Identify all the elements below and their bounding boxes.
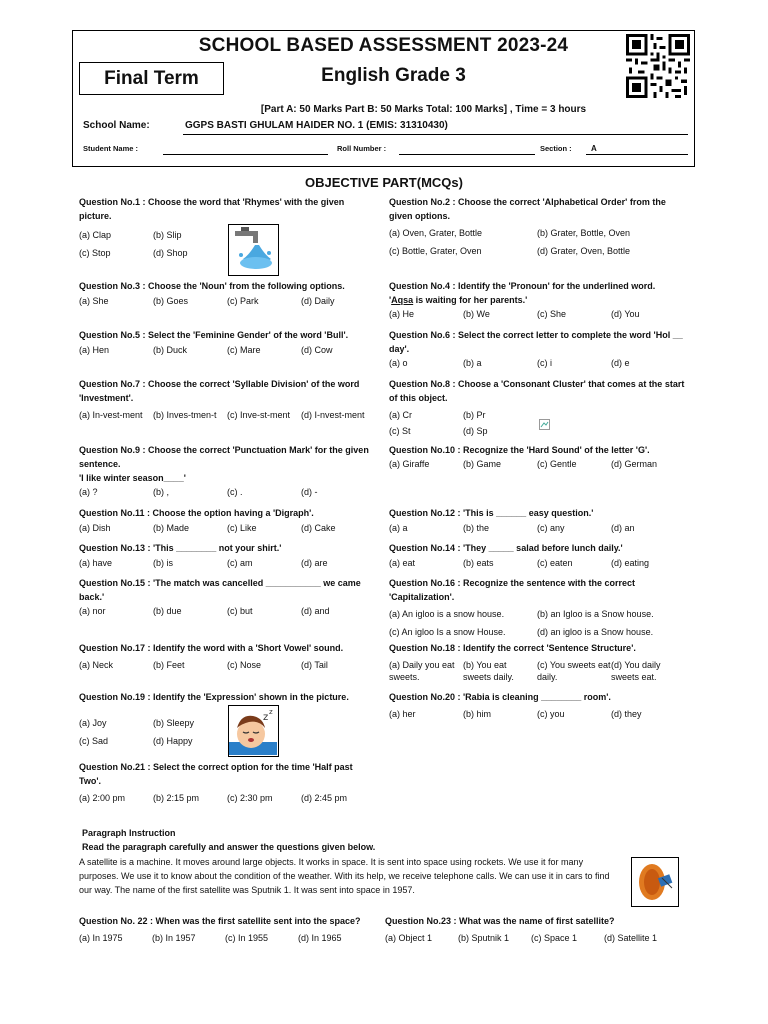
option-a[interactable]: (a) her (389, 709, 416, 719)
option-a[interactable]: (a) Clap (79, 230, 112, 240)
question-text: Question No.4 : Identify the 'Pronoun' for the underlined word. (389, 281, 656, 291)
question-2 (389, 195, 689, 257)
option-b[interactable]: (b) Game (463, 459, 502, 469)
options (79, 409, 369, 421)
section-value: A (591, 144, 597, 153)
options (79, 229, 369, 259)
question-15 (79, 576, 369, 617)
option-c[interactable]: (c) Stop (79, 248, 111, 258)
options (389, 308, 689, 320)
option-c[interactable]: (c) Space 1 (531, 933, 578, 943)
option-b[interactable]: (b) Grater, Bottle, Oven (537, 228, 631, 238)
question-text: Question No.11 : Choose the option having a 'Digraph'. (79, 508, 314, 518)
option-a[interactable]: (a) o (389, 358, 408, 368)
option-b[interactable]: (b) due (153, 606, 182, 616)
question-text: Question No.6 : Select the correct letter to complete the word 'Hol __ day'. (389, 330, 683, 354)
option-d[interactable]: (d) 2:45 pm (301, 793, 348, 803)
question-16 (389, 576, 689, 638)
question-7 (79, 377, 369, 421)
question-12 (389, 506, 689, 534)
question-text: Question No.23 : What was the name of first satellite? (385, 916, 615, 926)
question-text: Question No.15 : 'The match was cancelled ___________ we came back.' (79, 578, 361, 602)
option-d[interactable]: (d) German (611, 459, 658, 469)
svg-text:z: z (269, 708, 273, 716)
option-a[interactable]: (a) 2:00 pm (79, 793, 126, 803)
roll-number-field[interactable] (399, 154, 535, 155)
option-b[interactable]: (b) You eat sweets daily. (463, 660, 514, 682)
options (79, 295, 369, 307)
option-c[interactable]: (c) Park (227, 296, 259, 306)
question-23 (385, 914, 685, 944)
options (389, 608, 689, 638)
question-text: Question No.10 : Recognize the 'Hard Sound' of the letter 'G'. (389, 445, 650, 455)
option-d[interactable]: (d) In 1965 (298, 933, 342, 943)
question-text: Question No.12 : 'This is ______ easy question.' (389, 508, 594, 518)
options (79, 932, 379, 944)
option-c[interactable]: (c) Gentle (537, 459, 577, 469)
options (79, 605, 369, 617)
sleepy-face-picture (228, 705, 279, 757)
options (389, 522, 689, 534)
option-d[interactable]: (d) - (301, 487, 318, 497)
option-a[interactable]: (a) Neck (79, 660, 114, 670)
student-name-field[interactable] (163, 154, 328, 155)
options (79, 557, 369, 569)
option-c[interactable]: (c) In 1955 (225, 933, 269, 943)
options (389, 557, 689, 569)
option-d[interactable]: (d) Tail (301, 660, 328, 670)
question-20 (389, 690, 689, 720)
question-13 (79, 541, 369, 569)
option-c[interactable]: (c) Nose (227, 660, 262, 670)
option-d[interactable]: (d) e (611, 358, 630, 368)
question-text: Question No.9 : Choose the correct 'Punctuation Mark' for the given sentence. (79, 445, 369, 469)
option-a[interactable]: (a) eat (389, 558, 416, 568)
school-name-label: School Name: (83, 120, 150, 131)
satellite-picture (631, 857, 679, 907)
exam-title: SCHOOL BASED ASSESSMENT 2023-24 (198, 35, 569, 56)
options (389, 659, 689, 683)
option-c[interactable]: (c) Like (227, 523, 257, 533)
option-a[interactable]: (a) He (389, 309, 415, 319)
option-d[interactable]: (d) Sp (463, 426, 488, 436)
option-c[interactable]: (c) Sad (79, 736, 109, 746)
option-c[interactable]: (c) i (537, 358, 552, 368)
section-label: Section : (540, 144, 572, 153)
option-b[interactable]: (b) Feet (153, 660, 185, 670)
question-text: Question No.14 : 'They _____ salad before lunch daily.' (389, 543, 623, 553)
qr-code-icon (626, 34, 690, 98)
option-d[interactable]: (d) You (611, 309, 640, 319)
question-4 (389, 279, 689, 320)
paragraph-instruction (82, 826, 375, 854)
underlined-word: Aqsa (391, 295, 414, 305)
options (79, 486, 369, 498)
question-text: Question No.18 : Identify the correct 'Sentence Structure'. (389, 643, 636, 653)
student-name-label: Student Name : (83, 144, 139, 153)
option-a[interactable]: (a) Joy (79, 718, 107, 728)
option-b[interactable]: (b) , (153, 487, 170, 497)
option-b[interactable]: (b) Slip (153, 230, 182, 240)
question-text: Question No.21 : Select the correct option for the time 'Half past Two'. (79, 762, 353, 786)
paragraph-instruction-text: Read the paragraph carefully and answer the questions given below. (82, 842, 376, 852)
option-a[interactable]: (a) a (389, 523, 408, 533)
term-label: Final Term (79, 62, 224, 95)
option-d[interactable]: (d) they (611, 709, 642, 719)
option-d[interactable]: (d) Daily (301, 296, 335, 306)
option-c[interactable]: (c) Bottle, Grater, Oven (389, 246, 482, 256)
options (385, 932, 685, 944)
options (389, 458, 689, 470)
option-c[interactable]: (c) but (227, 606, 253, 616)
question-10 (389, 443, 689, 470)
question-text: Question No.1 : Choose the word that 'Rhymes' with the given picture. (79, 197, 345, 221)
option-b[interactable]: (b) is (153, 558, 173, 568)
option-b[interactable]: (b) an Igloo is a Snow house. (537, 609, 654, 619)
question-text: Question No.13 : 'This ________ not your shirt.' (79, 543, 282, 553)
options (389, 357, 689, 369)
option-b[interactable]: (b) We (463, 309, 490, 319)
option-b[interactable]: (b) him (463, 709, 492, 719)
option-c[interactable]: (c) Inve-st-ment (227, 410, 291, 420)
options (79, 717, 369, 747)
option-c[interactable]: (c) St (389, 426, 411, 436)
question-text: Question No.16 : Recognize the sentence with the correct 'Capitalization'. (389, 578, 636, 602)
paragraph-heading: Paragraph Instruction (82, 828, 176, 838)
question-text: Question No.19 : Identify the 'Expression' shown in the picture. (79, 692, 349, 702)
option-d[interactable]: (d) Cow (301, 345, 333, 355)
option-a[interactable]: (a) Giraffe (389, 459, 430, 469)
option-b[interactable]: (b) Sleepy (153, 718, 195, 728)
question-17 (79, 641, 369, 671)
option-a[interactable]: (a) Dish (79, 523, 111, 533)
options (79, 344, 369, 356)
question-21 (79, 760, 369, 804)
option-c[interactable]: (c) eaten (537, 558, 573, 568)
option-c[interactable]: (c) Mare (227, 345, 261, 355)
question-18 (389, 641, 689, 683)
question-text: Question No.2 : Choose the correct 'Alphabetical Order' from the given options. (389, 197, 666, 221)
option-c[interactable]: (c) 2:30 pm (227, 793, 273, 803)
section-field[interactable] (586, 154, 688, 155)
tap-water-picture (228, 224, 279, 276)
option-a[interactable]: (a) ? (79, 487, 98, 497)
question-22 (79, 914, 379, 944)
option-c[interactable]: (c) am (227, 558, 253, 568)
question-text: Question No.20 : 'Rabia is cleaning ________ room'. (389, 692, 611, 702)
question-1 (79, 195, 369, 259)
option-b[interactable]: (b) Goes (153, 296, 189, 306)
school-name-value: GGPS BASTI GHULAM HAIDER NO. 1 (EMIS: 31310430) (185, 120, 448, 131)
option-d[interactable]: (d) are (301, 558, 328, 568)
option-d[interactable]: (d) Grater, Oven, Bottle (537, 246, 631, 256)
option-d[interactable]: (d) and (301, 606, 330, 616)
option-a[interactable]: (a) Object 1 (385, 933, 433, 943)
question-11 (79, 506, 369, 534)
question-5 (79, 328, 369, 356)
options (79, 792, 369, 804)
school-name-line (183, 134, 688, 135)
option-a[interactable]: (a) have (79, 558, 113, 568)
question-3 (79, 279, 369, 307)
options (79, 659, 369, 671)
question-text: Question No.17 : Identify the word with a 'Short Vowel' sound. (79, 643, 344, 653)
option-b[interactable]: (b) Sputnik 1 (458, 933, 510, 943)
question-text: Question No.3 : Choose the 'Noun' from the following options. (79, 281, 345, 291)
option-d[interactable]: (d) Cake (301, 523, 336, 533)
option-b[interactable]: (b) In 1957 (152, 933, 196, 943)
option-b[interactable]: (b) eats (463, 558, 494, 568)
question-text: Question No. 22 : When was the first satellite sent into the space? (79, 916, 361, 926)
option-b[interactable]: (b) Pr (463, 410, 486, 420)
option-b[interactable]: (b) a (463, 358, 482, 368)
marks-info: [Part A: 50 Marks Part B: 50 Marks Total: 100 Marks] , Time = 3 hours (260, 104, 587, 115)
option-b[interactable]: (b) the (463, 523, 490, 533)
option-d[interactable]: (d) You daily sweets eat. (611, 660, 661, 682)
paragraph-text: A satellite is a machine. It moves around large objects. It works in space. It is sent into space using rockets. We use it for many purposes. We use it to know about the condition of the weather. With its help, we receive telephone calls. We can use it in cars to find our way. The name of the first satellite was Sputnik 1. It was sent into space in 1957. (79, 857, 610, 895)
subject-title: English Grade 3 (321, 65, 466, 86)
option-c[interactable]: (c) You sweets eat daily. (537, 660, 611, 682)
option-a[interactable]: (a) Daily you eat sweets. (389, 660, 455, 682)
option-c[interactable]: (c) She (537, 309, 567, 319)
svg-text:z: z (263, 712, 269, 723)
question-sentence: 'Aqsa is waiting for her parents.' (389, 295, 528, 305)
option-d[interactable]: (d) eating (611, 558, 650, 568)
roll-number-label: Roll Number : (337, 144, 387, 153)
option-a[interactable]: (a) nor (79, 606, 106, 616)
option-d[interactable]: (d) Happy (153, 736, 193, 746)
option-a[interactable]: (a) An igloo is a snow house. (389, 609, 505, 619)
option-b[interactable]: (b) 2:15 pm (153, 793, 200, 803)
option-d[interactable]: (d) Shop (153, 248, 188, 258)
option-b[interactable]: (b) Inves-tmen-t (153, 410, 217, 420)
options (389, 708, 689, 720)
question-14 (389, 541, 689, 569)
option-d[interactable]: (d) an (611, 523, 635, 533)
option-d[interactable]: (d) Satellite 1 (604, 933, 658, 943)
option-a[interactable]: (a) In 1975 (79, 933, 123, 943)
option-a[interactable]: (a) Oven, Grater, Bottle (389, 228, 483, 238)
option-a[interactable]: (a) Hen (79, 345, 110, 355)
question-6 (389, 328, 689, 369)
option-c[interactable]: (c) . (227, 487, 243, 497)
question-19 (79, 690, 369, 747)
objective-part-title: OBJECTIVE PART(MCQs) (305, 175, 463, 190)
broken-image-icon (539, 419, 550, 430)
option-a[interactable]: (a) In-vest-ment (79, 410, 143, 420)
option-c[interactable]: (c) you (537, 709, 565, 719)
question-text: Question No.8 : Choose a 'Consonant Cluster' that comes at the start of this object. (389, 379, 685, 403)
option-d[interactable]: (d) an igloo is a Snow house. (537, 627, 654, 637)
option-a[interactable]: (a) She (79, 296, 109, 306)
options (79, 522, 369, 534)
options (389, 227, 689, 257)
option-c[interactable]: (c) An igloo Is a snow House. (389, 627, 506, 637)
option-d[interactable]: (d) I-nvest-ment (301, 410, 365, 420)
option-a[interactable]: (a) Cr (389, 410, 412, 420)
option-c[interactable]: (c) any (537, 523, 565, 533)
option-b[interactable]: (b) Made (153, 523, 190, 533)
question-text: Question No.7 : Choose the correct 'Syllable Division' of the word 'Investment'. (79, 379, 360, 403)
question-9 (79, 443, 369, 498)
option-b[interactable]: (b) Duck (153, 345, 188, 355)
question-text: Question No.5 : Select the 'Feminine Gender' of the word 'Bull'. (79, 330, 349, 340)
exam-header (72, 30, 695, 167)
question-sentence: 'I like winter season____' (79, 473, 186, 483)
